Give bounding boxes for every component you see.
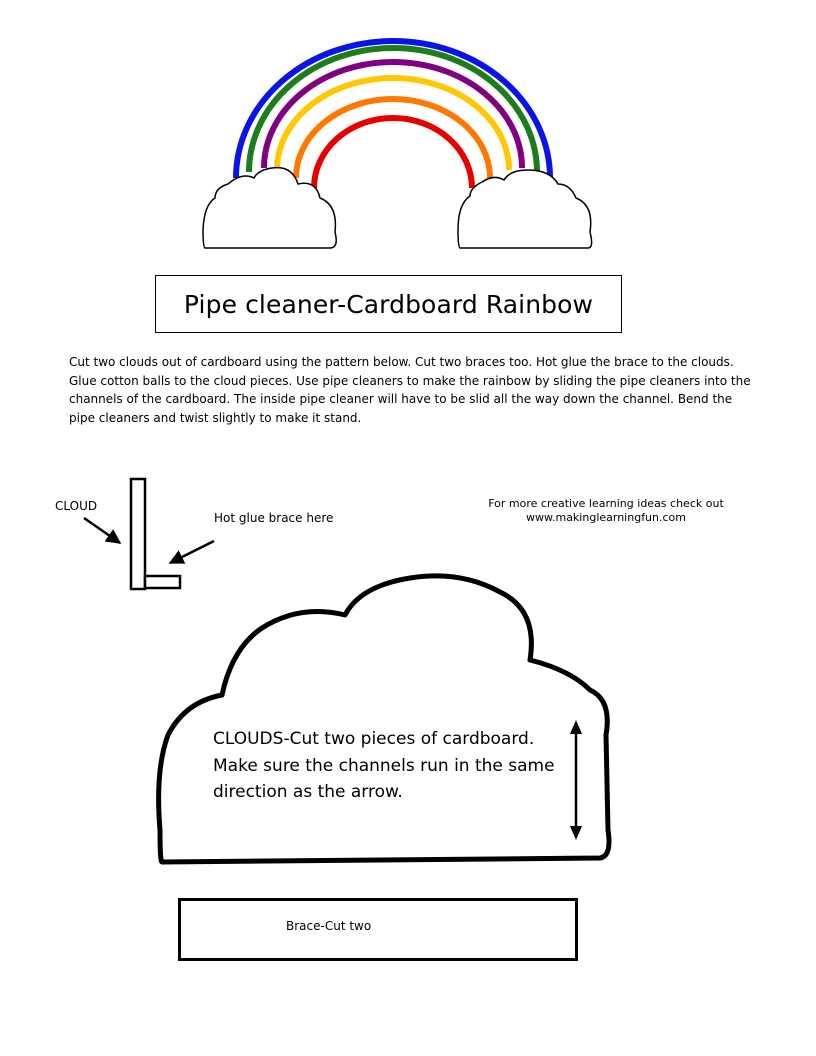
instructions-text: Cut two clouds out of cardboard using the pattern below. Cut two braces too. Hot glue the brace to the clouds. Glue cotton balls to the cloud pieces. Use pipe cleaners to make the rainbow by sliding the pipe cleaners into the channels of the cardboard. The inside pipe cleaner will have to be slid all the way down the channel. Bend the pipe cleaners and twist slightly to make it stand.: [69, 355, 751, 425]
right-cloud-shape: [458, 170, 592, 248]
cloud-pattern-text: CLOUDS-Cut two pieces of cardboard. Make sure the channels run in the same direction as the arrow.: [213, 729, 555, 802]
cloud-pattern: [0, 570, 816, 880]
brace-pointer-arrow: [170, 541, 214, 563]
more-info: [470, 497, 742, 525]
brace-pattern-label: Brace-Cut two: [286, 919, 372, 933]
rainbow-illustration: [0, 0, 816, 260]
page-title: Pipe cleaner-Cardboard Rainbow: [183, 289, 594, 319]
rainbow-arc-orange: [296, 99, 490, 178]
rainbow-arc-red: [314, 118, 472, 188]
brace-diagram-label: Hot glue brace here: [214, 511, 334, 525]
cloud-pattern-outline: [159, 576, 609, 862]
cloud-pointer-arrow: [84, 518, 120, 543]
more-info-line: For more creative learning ideas check out: [488, 497, 724, 510]
brace-pattern-box: [178, 898, 578, 961]
cloud-diagram-label: CLOUD: [55, 499, 98, 513]
rainbow-arc-yellow: [277, 78, 509, 170]
rainbow-arc-green: [249, 48, 537, 172]
website-link[interactable]: www.makinglearningfun.com: [526, 511, 686, 524]
title-box: [155, 275, 622, 333]
